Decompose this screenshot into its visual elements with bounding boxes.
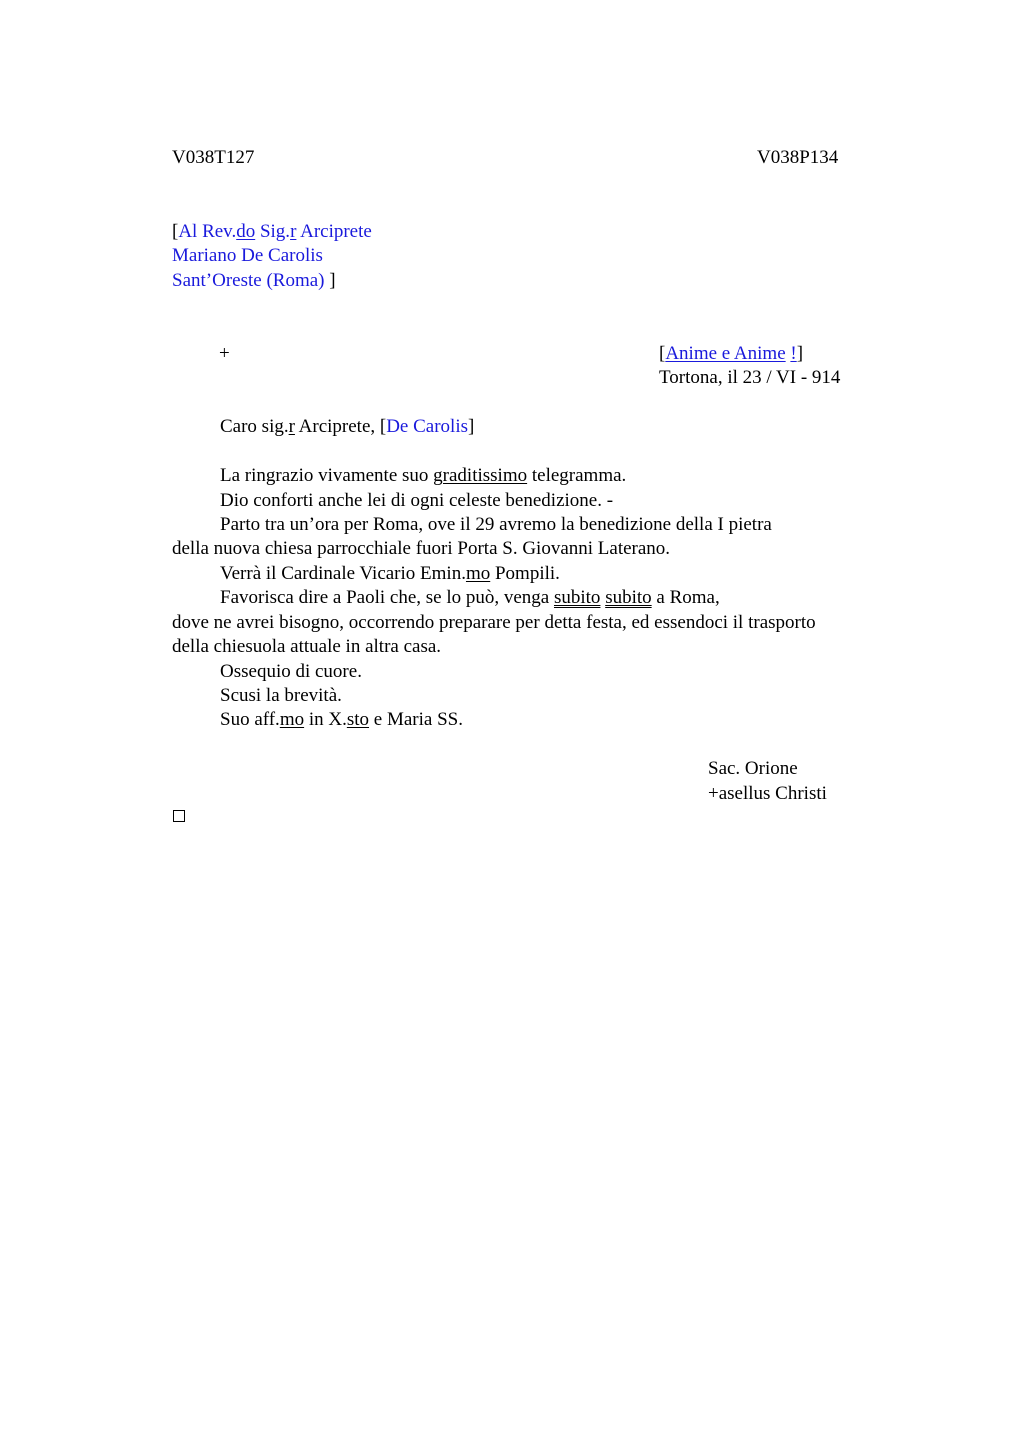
body-paragraph-1: La ringrazio vivamente suo graditissimo telegramma.	[220, 465, 627, 486]
body-paragraph-5-line-2: dove ne avrei bisogno, occorrendo preparare per detta festa, ed essendoci il trasporto	[172, 612, 816, 633]
body-paragraph-8: Suo aff.mo in X.sto e Maria SS.	[220, 709, 463, 730]
signature-line-2: +asellus Christi	[708, 783, 827, 804]
address-city: Sant’Oreste (Roma)	[172, 270, 325, 291]
document-code-left: V038T127	[172, 147, 255, 168]
title-tag: [Anime e Anime !]	[659, 343, 804, 364]
body-paragraph-5-line-1: Favorisca dire a Paoli che, se lo può, venga subito subito a Roma,	[220, 587, 720, 608]
document-code-right: V038P134	[757, 147, 839, 168]
address-recipient-title: Al Rev.do Sig.r Arciprete	[178, 221, 372, 242]
cross-symbol: +	[219, 343, 230, 364]
body-paragraph-2: Dio conforti anche lei di ogni celeste benedizione. -	[220, 490, 614, 511]
body-paragraph-7: Scusi la brevità.	[220, 685, 342, 706]
body-paragraph-3-line-1: Parto tra un’ora per Roma, ove il 29 avremo la benedizione della I pietra	[220, 514, 772, 535]
body-paragraph-6: Ossequio di cuore.	[220, 661, 362, 682]
open-bracket: [	[172, 221, 179, 242]
title-link[interactable]: Anime e Anime	[665, 343, 786, 364]
body-paragraph-5-line-3: della chiesuola attuale in altra casa.	[172, 636, 442, 657]
body-paragraph-4: Verrà il Cardinale Vicario Emin.mo Pompili.	[220, 563, 560, 584]
address-line-3	[172, 269, 336, 294]
salutation-name: De Carolis	[386, 416, 468, 437]
title-exclamation-link[interactable]: !	[790, 343, 797, 364]
address-line-1	[172, 220, 372, 245]
close-bracket: ]	[324, 270, 336, 291]
address-line-2: Mariano De Carolis	[172, 245, 323, 266]
body-paragraph-3-line-2: della nuova chiesa parrocchiale fuori Porta S. Giovanni Laterano.	[172, 538, 671, 559]
salutation: Caro sig.r Arciprete, [De Carolis]	[220, 416, 475, 437]
signature-line-1: Sac. Orione	[708, 758, 798, 779]
place-date: Tortona, il 23 / VI - 914	[659, 367, 841, 388]
end-box-icon	[173, 810, 185, 822]
